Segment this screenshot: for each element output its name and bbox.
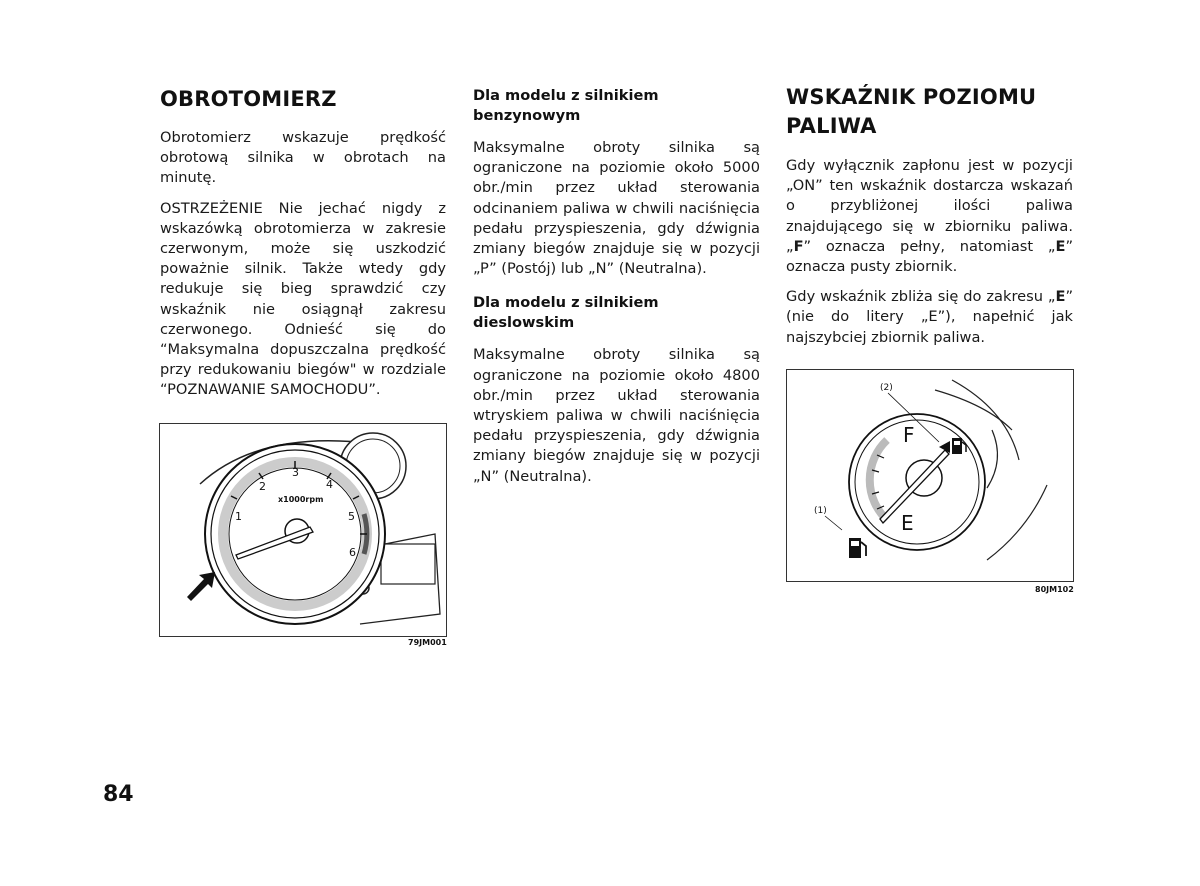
letter-e: E (1055, 237, 1066, 255)
callout-2: (2) (880, 383, 893, 393)
fuel-pump-icon (849, 538, 866, 558)
fuel-gauge-description (786, 156, 1073, 277)
column-fuel-gauge (786, 0, 1073, 348)
empty-label: E (901, 511, 914, 535)
letter-f: F (793, 237, 804, 255)
fuel-gauge-advice (786, 287, 1073, 348)
tachometer-description: Obrotomierz wskazuje prędkość obrotową silnika w obrotach na minutę. (160, 129, 446, 187)
subheading-diesel: Dla modelu z silnikiem dieslowskim (473, 294, 659, 332)
scale-label: 4 (326, 478, 333, 491)
scale-label: 1 (235, 510, 242, 523)
scale-label: 5 (348, 510, 355, 523)
callout-1: (1) (814, 506, 827, 516)
letter-e: E (1055, 288, 1066, 306)
tachometer-warning: OSTRZEŻENIE Nie jechać nigdy z wskazówką obrotomierza w zakresie czerwonym, może się uszkodzić poważnie silnik. Także wtedy gdy redukuje się bieg sprawdzić czy wskaźnik nie osiągnął zakresu czerwonego. Odnieść się do “Maksymalna dopuszczalna prędkość przy redukowaniu biegów" w rozdziale “POZNAWANIE SAMOCHODU”. (160, 199, 446, 399)
column-tachometer (160, 0, 446, 401)
subheading-petrol: Dla modelu z silnikiem benzynowym (473, 87, 659, 124)
petrol-description: Maksymalne obroty silnika są ograniczone na poziomie około 5000 obr./min przez układ sterowania odcinaniem paliwa w chwili naciśnięcia pedału przyspieszenia, gdy dźwignia zmiany biegów znajduje się w pozycji „P” (Postój) lub „N” (Neutralna). (473, 139, 760, 278)
heading-fuel-gauge: WSKAŹNIK POZIOMU PALIWA (786, 85, 1037, 138)
figure-code-fuel-gauge: 80JM102 (1035, 585, 1074, 594)
column-engine-models (473, 0, 760, 487)
pointer-arrow-icon (187, 572, 215, 601)
unit-label: x1000rpm (278, 495, 324, 504)
fuel-gauge-figure (786, 369, 1074, 582)
scale-label: 3 (292, 466, 299, 479)
diesel-description: Maksymalne obroty silnika są ograniczone na poziomie około 4800 obr./min przez układ sterowania wtryskiem paliwa w chwili naciśnięcia pedału przyspieszenia, gdy dźwignia zmiany biegów znajduje się w pozycji „N” (Neutralna). (473, 346, 760, 485)
text-run: ” oznacza pełny, natomiast „ (803, 237, 1056, 255)
page-number: 84 (103, 782, 134, 807)
fuel-gauge-illustration (787, 370, 1073, 581)
text-run: ” (nie do litery „E”), napełnić jak najszybciej zbiornik paliwa. (786, 288, 1073, 346)
heading-tachometer: OBROTOMIERZ (160, 87, 337, 111)
text-run: ” oznacza pusty zbiornik. (786, 237, 1073, 276)
figure-code-tachometer: 79JM001 (408, 638, 447, 647)
text-run: Gdy wyłącznik zapłonu jest w pozycji „ON” ten wskaźnik dostarcza wskazań o przybliżonej ilości paliwa znajdującego się w zbiorniku paliwa. „ (786, 157, 1073, 255)
text-run: Gdy wskaźnik zbliża się do zakresu „ (786, 288, 1056, 306)
tachometer-figure (159, 423, 447, 637)
tachometer-illustration (160, 424, 446, 636)
scale-label: 6 (349, 546, 356, 559)
full-label: F (903, 423, 915, 447)
scale-label: 2 (259, 480, 266, 493)
